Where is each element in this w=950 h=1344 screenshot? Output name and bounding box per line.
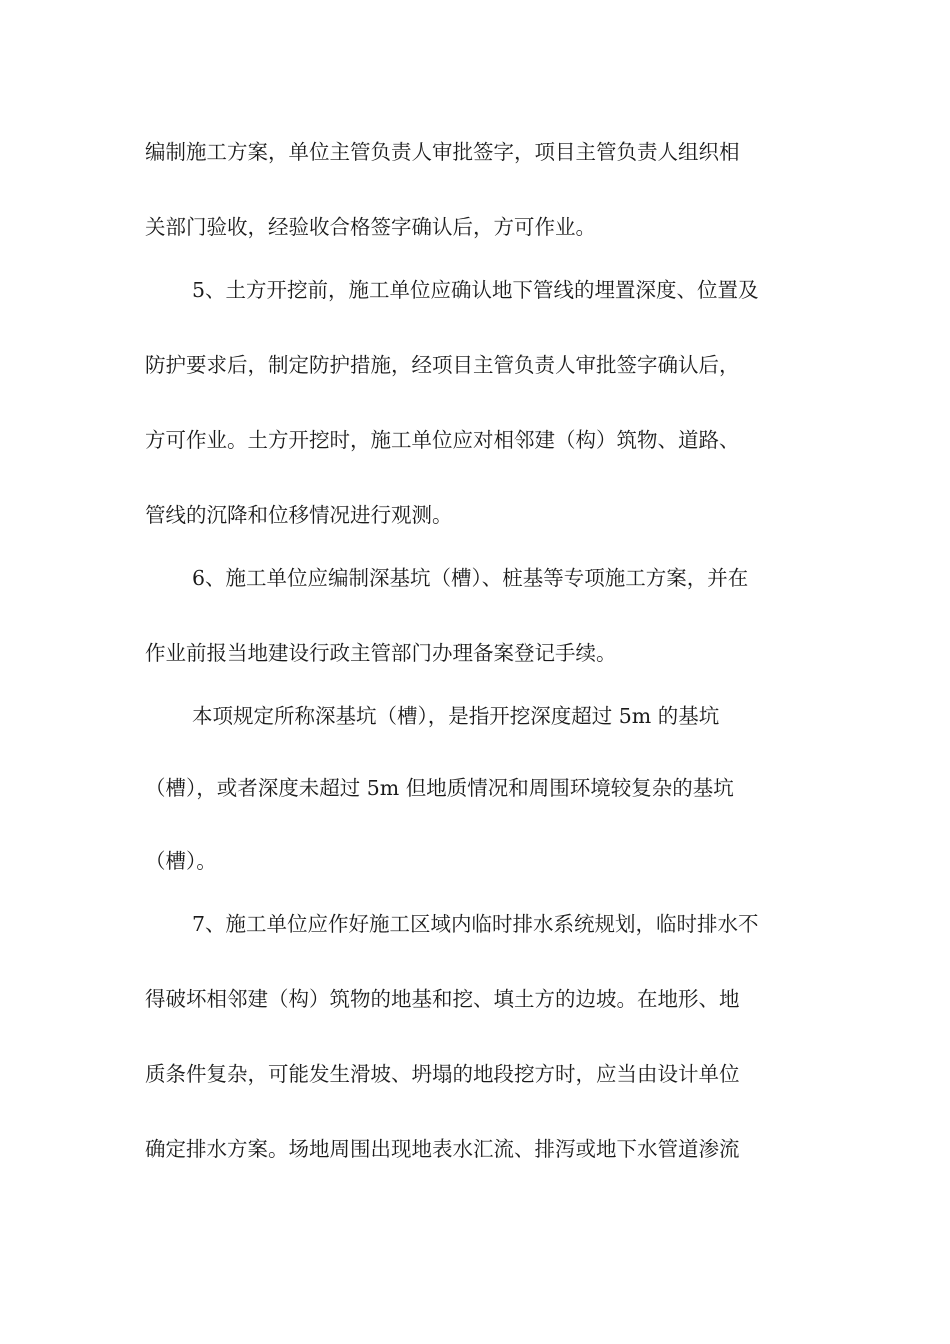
- paragraph-6-start: 6、施工单位应编制深基坑（槽）、桩基等专项施工方案，并在: [192, 566, 749, 590]
- paragraph-definition-start: 本项规定所称深基坑（槽），是指开挖深度超过 5m 的基坑: [192, 704, 720, 728]
- text-line: 管线的沉降和位移情况进行观测。: [145, 503, 453, 527]
- text-line: 编制施工方案，单位主管负责人审批签字，项目主管负责人组织相: [145, 140, 740, 164]
- text-line: 方可作业。土方开挖时，施工单位应对相邻建（构）筑物、道路、: [145, 428, 740, 452]
- text-line: 防护要求后，制定防护措施，经项目主管负责人审批签字确认后，: [145, 353, 740, 377]
- paragraph-7-start: 7、施工单位应作好施工区域内临时排水系统规划，临时排水不: [192, 912, 759, 936]
- text-line: 得破坏相邻建（构）筑物的地基和挖、填土方的边坡。在地形、地: [145, 987, 740, 1011]
- text-line: （槽），或者深度未超过 5m 但地质情况和周围环境较复杂的基坑: [145, 776, 734, 800]
- text-line: 质条件复杂，可能发生滑坡、坍塌的地段挖方时，应当由设计单位: [145, 1062, 740, 1086]
- paragraph-5-start: 5、土方开挖前，施工单位应确认地下管线的埋置深度、位置及: [192, 278, 759, 302]
- text-line: 关部门验收，经验收合格签字确认后，方可作业。: [145, 215, 596, 239]
- text-line: （槽）。: [145, 849, 217, 873]
- text-line: 作业前报当地建设行政主管部门办理备案登记手续。: [145, 641, 617, 665]
- text-line: 确定排水方案。场地周围出现地表水汇流、排泻或地下水管道渗流: [145, 1137, 740, 1161]
